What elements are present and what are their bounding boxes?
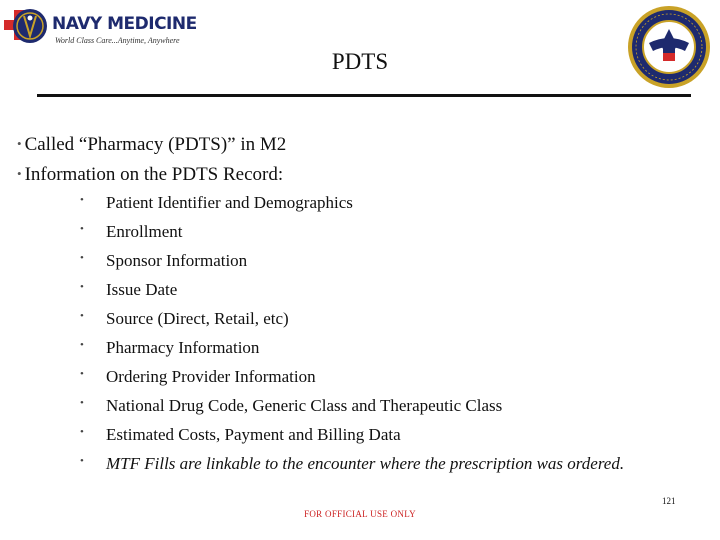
list-item-text: Estimated Costs, Payment and Billing Data	[106, 425, 401, 444]
list-item-text: National Drug Code, Generic Class and Therapeutic Class	[106, 396, 503, 415]
slide-title: PDTS	[331, 49, 389, 74]
bullet-icon: •	[80, 368, 84, 380]
classification-footer: FOR OFFICIAL USE ONLY	[304, 509, 416, 519]
bullet-icon: •	[80, 252, 84, 264]
list-item	[80, 367, 624, 396]
bullet-icon: •	[17, 166, 22, 181]
bullet-icon: •	[80, 310, 84, 322]
bullet-icon: •	[17, 136, 22, 151]
navy-seal-icon	[627, 5, 711, 89]
list-item	[80, 396, 624, 425]
list-item	[80, 338, 624, 367]
list-item-text: Source (Direct, Retail, etc)	[106, 309, 289, 328]
list-item	[80, 251, 624, 280]
main-bullet-text: Information on the PDTS Record:	[24, 164, 284, 185]
list-item-text: Patient Identifier and Demographics	[106, 193, 353, 212]
navy-medicine-emblem-icon	[4, 6, 50, 50]
list-item-text: MTF Fills are linkable to the encounter where the prescription was ordered.	[106, 454, 625, 473]
bullet-icon: •	[80, 223, 84, 235]
list-item	[80, 280, 624, 309]
logo-title: NAVY MEDICINE	[52, 14, 197, 34]
list-item	[80, 309, 624, 338]
sub-bullet-list	[80, 193, 624, 483]
page-number: 121	[662, 496, 676, 506]
list-item	[80, 222, 624, 251]
list-item	[80, 425, 624, 454]
bullet-icon: •	[80, 397, 84, 409]
list-item-text: Enrollment	[106, 222, 183, 241]
list-item-text: Issue Date	[106, 280, 178, 299]
logo-tagline: World Class Care...Anytime, Anywhere	[55, 36, 180, 45]
bullet-icon: •	[80, 455, 84, 467]
navy-medicine-logo	[4, 6, 197, 48]
list-item-text: Sponsor Information	[106, 251, 248, 270]
title-divider	[37, 94, 691, 97]
main-bullet	[17, 164, 283, 186]
bullet-icon: •	[80, 281, 84, 293]
list-item-text: Pharmacy Information	[106, 338, 260, 357]
bullet-icon: •	[80, 194, 84, 206]
bullet-icon: •	[80, 339, 84, 351]
bullet-icon: •	[80, 426, 84, 438]
list-item	[80, 454, 624, 483]
main-bullet	[17, 134, 286, 156]
list-item-text: Ordering Provider Information	[106, 367, 316, 386]
list-item	[80, 193, 624, 222]
main-bullet-text: Called “Pharmacy (PDTS)” in M2	[24, 134, 287, 155]
